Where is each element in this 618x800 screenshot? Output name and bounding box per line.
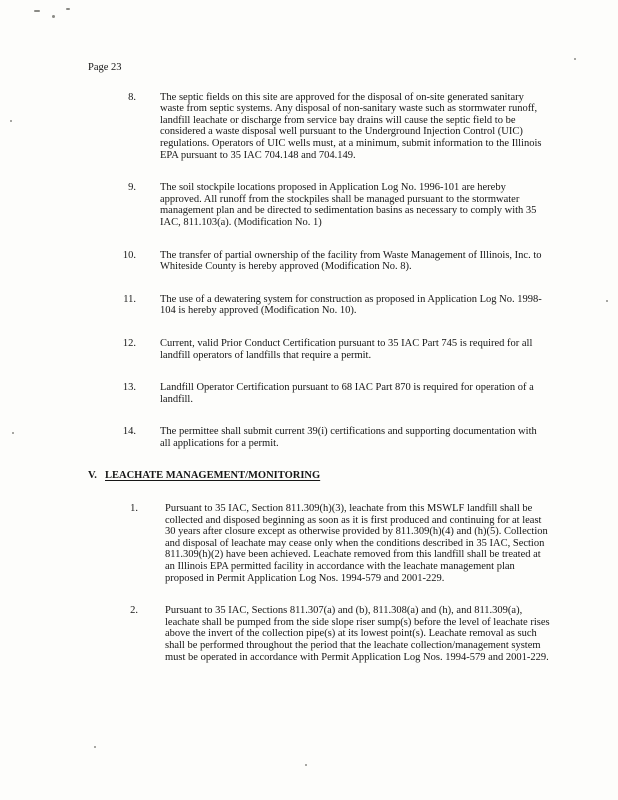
scan-artifact [606, 300, 608, 302]
item-text: Current, valid Prior Conduct Certification pursuant to 35 IAC Part 745 is required for all landfill operators of landfills that require a permit. [160, 337, 533, 361]
item-number: 11. [123, 293, 136, 305]
list-item-12 [122, 338, 550, 361]
item-number: 8. [128, 91, 136, 103]
list-item-11 [122, 294, 550, 317]
item-text: The use of a dewatering system for construction as proposed in Application Log No. 1998-104 is hereby approved (Modification No. 10). [160, 293, 542, 317]
scan-artifact [34, 10, 40, 12]
item-number: 12. [122, 337, 136, 349]
section-number: V. [88, 470, 97, 482]
scan-artifact [10, 120, 12, 122]
item-text: Pursuant to 35 IAC, Sections 811.307(a) and (b), 811.308(a) and (h), and 811.309(a), leachate shall be pumped from the side slope riser sump(s) before the level of leachate rises above the invert of the collection pipe(s) at its lowest point(s). Leachate removal as such shall be performed throughout the period that the leachate collection/management system must be operated in accordance with Permit Application Log Nos. 1994-579 and 2001-229. [165, 605, 550, 663]
item-text: Landfill Operator Certification pursuant to 68 IAC Part 870 is required for operation of a landfill. [160, 382, 534, 405]
item-number: 1. [130, 503, 138, 515]
item-number: 14. [122, 426, 136, 438]
scan-artifact [94, 746, 96, 748]
item-text: Pursuant to 35 IAC, Section 811.309(h)(3), leachate from this MSWLF landfill shall be collected and disposed beginning as soon as it is first produced and continuing for at least 30 years after closure except as otherwise provided by 811.309(h)(4) and (h)(5). Collection and disposal of leachate may cease only when the conditions described in 35 IAC, Section 811.309(h)(2) have been achieved. Leachate removed from this landfill shall be treated at an Illinois EPA permitted facility in accordance with the leachate management plan proposed in Permit Application Log Nos. 1994-579 and 2001-229. [165, 503, 548, 584]
item-number: 13. [122, 382, 136, 394]
scan-artifact [66, 8, 70, 10]
scan-artifact [574, 58, 576, 60]
section-title: LEACHATE MANAGEMENT/MONITORING [105, 470, 321, 482]
scan-artifact [12, 432, 14, 434]
item-text: The septic fields on this site are approved for the disposal of on-site generated sanitary waste from septic systems. Any disposal of non-sanitary waste such as stormwater runoff, landfill leachate or discharge from service bay drains will cause the septic field to be considered a waste disposal well pursuant to the Underground Injection Control (UIC) regulations. Operators of UIC wells must, at a minimum, submit information to the Illinois EPA pursuant to 35 IAC 704.148 and 704.149. [160, 91, 542, 161]
list-item-9 [122, 182, 550, 228]
section-list-item-1 [128, 503, 550, 584]
item-text: The transfer of partial ownership of the facility from Waste Management of Illinois, Inc. to Whiteside County is hereby approved (Modification No. 8). [160, 249, 542, 273]
item-number: 9. [128, 182, 136, 194]
section-heading-leachate [88, 470, 550, 482]
item-number: 10. [122, 249, 136, 261]
list-item-13 [122, 382, 550, 405]
item-text: The soil stockpile locations proposed in Application Log No. 1996-101 are hereby approved. All runoff from the stockpiles shall be managed pursuant to the stormwater management plan and be directed to sedimentation basins as necessary to comply with 35 IAC, 811.103(a). (Modification No. 1) [160, 182, 537, 228]
item-number: 2. [130, 605, 138, 617]
list-item-14 [122, 426, 550, 449]
list-item-8 [122, 92, 550, 162]
page-number-label: Page 23 [88, 62, 122, 73]
list-item-10 [122, 250, 550, 273]
section-list-item-2 [128, 605, 550, 663]
scan-artifact [52, 15, 55, 18]
scan-artifact [305, 764, 307, 766]
document-content [88, 62, 550, 663]
item-text: The permittee shall submit current 39(i) certifications and supporting documentation with all applications for a permit. [160, 426, 537, 449]
